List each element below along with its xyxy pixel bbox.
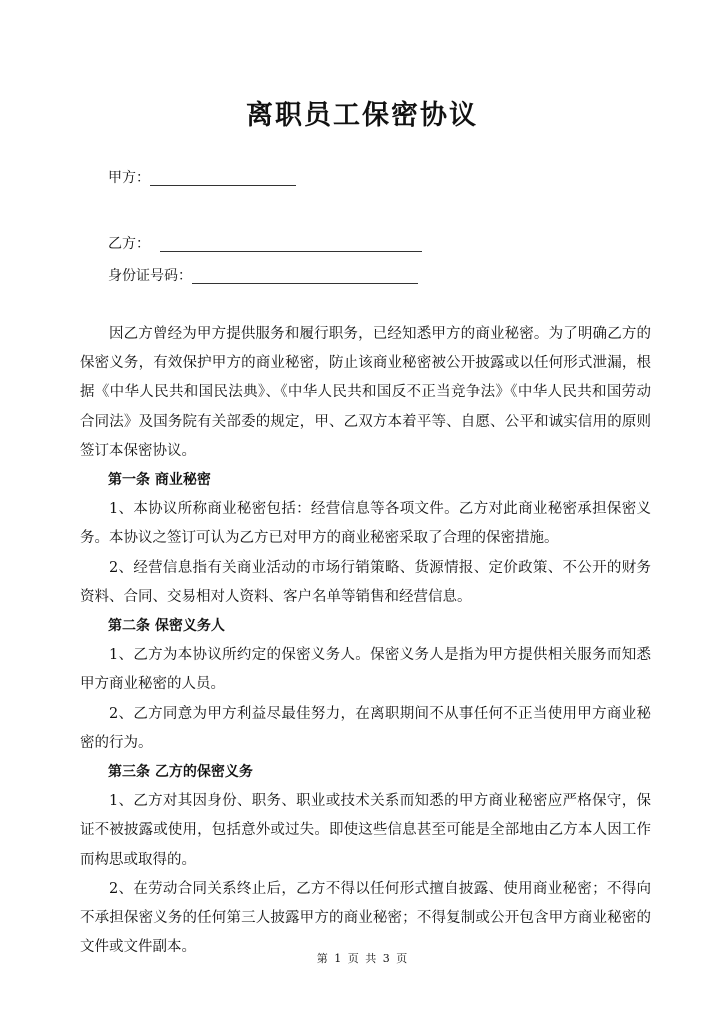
id-number-blank-line — [192, 269, 418, 284]
section-heading: 第三条 乙方的保密义务 — [108, 764, 253, 781]
clause-paragraph: 2、乙方同意为甲方利益尽最佳努力，在离职期间不从事任何不正当使用甲方商业秘密的行为。 — [80, 705, 651, 751]
agreement-body — [80, 320, 651, 962]
party-b-label: 乙方： — [108, 236, 150, 252]
clause-paragraph: 2、经营信息指有关商业活动的市场行销策略、货源情报、定价政策、不公开的财务资料、合同、交易相对人资料、客户名单等销售和经营信息。 — [80, 559, 651, 605]
party-b-field — [108, 233, 422, 255]
section-heading: 第一条 商业秘密 — [108, 472, 211, 489]
clause-paragraph: 1、本协议所称商业秘密包括：经营信息等各项文件。乙方对此商业秘密承担保密义务。本协议之签订可认为乙方已对甲方的商业秘密采取了合理的保密措施。 — [80, 501, 651, 547]
clause-paragraph: 2、在劳动合同关系终止后，乙方不得以任何形式擅自披露、使用商业秘密；不得向不承担保密义务的任何第三人披露甲方的商业秘密；不得复制或公开包含甲方商业秘密的文件或文件副本。 — [80, 880, 651, 956]
intro-paragraph: 因乙方曾经为甲方提供服务和履行职务，已经知悉甲方的商业秘密。为了明确乙方的保密义务，有效保护甲方的商业秘密，防止该商业秘密被公开披露或以任何形式泄漏，根据《中华人民共和国民法典》、《中华人民共和国反不正当竞争法》《中华人民共和国劳动合同法》及国务院有关部委的规定，甲、乙双方本着平等、自愿、公平和诚实信用的原则签订本保密协议。 — [80, 326, 651, 459]
id-number-label: 身份证号码： — [108, 268, 192, 284]
party-a-blank-line — [150, 171, 296, 186]
party-a-label: 甲方： — [108, 170, 150, 186]
party-b-blank-line — [160, 237, 422, 252]
clause-paragraph: 1、乙方为本协议所约定的保密义务人。保密义务人是指为甲方提供相关服务而知悉甲方商业秘密的人员。 — [80, 647, 651, 693]
id-number-field — [108, 265, 418, 287]
party-a-field — [108, 167, 296, 189]
clause-paragraph: 1、乙方对其因身份、职务、职业或技术关系而知悉的甲方商业秘密应严格保守，保证不被披露或使用，包括意外或过失。即使这些信息甚至可能是全部地由乙方本人因工作而构思或取得的。 — [80, 793, 651, 868]
document-title: 离职员工保密协议 — [246, 100, 478, 131]
section-heading: 第二条 保密义务人 — [108, 618, 225, 635]
page-footer: 第 1 页 共 3 页 — [316, 952, 408, 965]
